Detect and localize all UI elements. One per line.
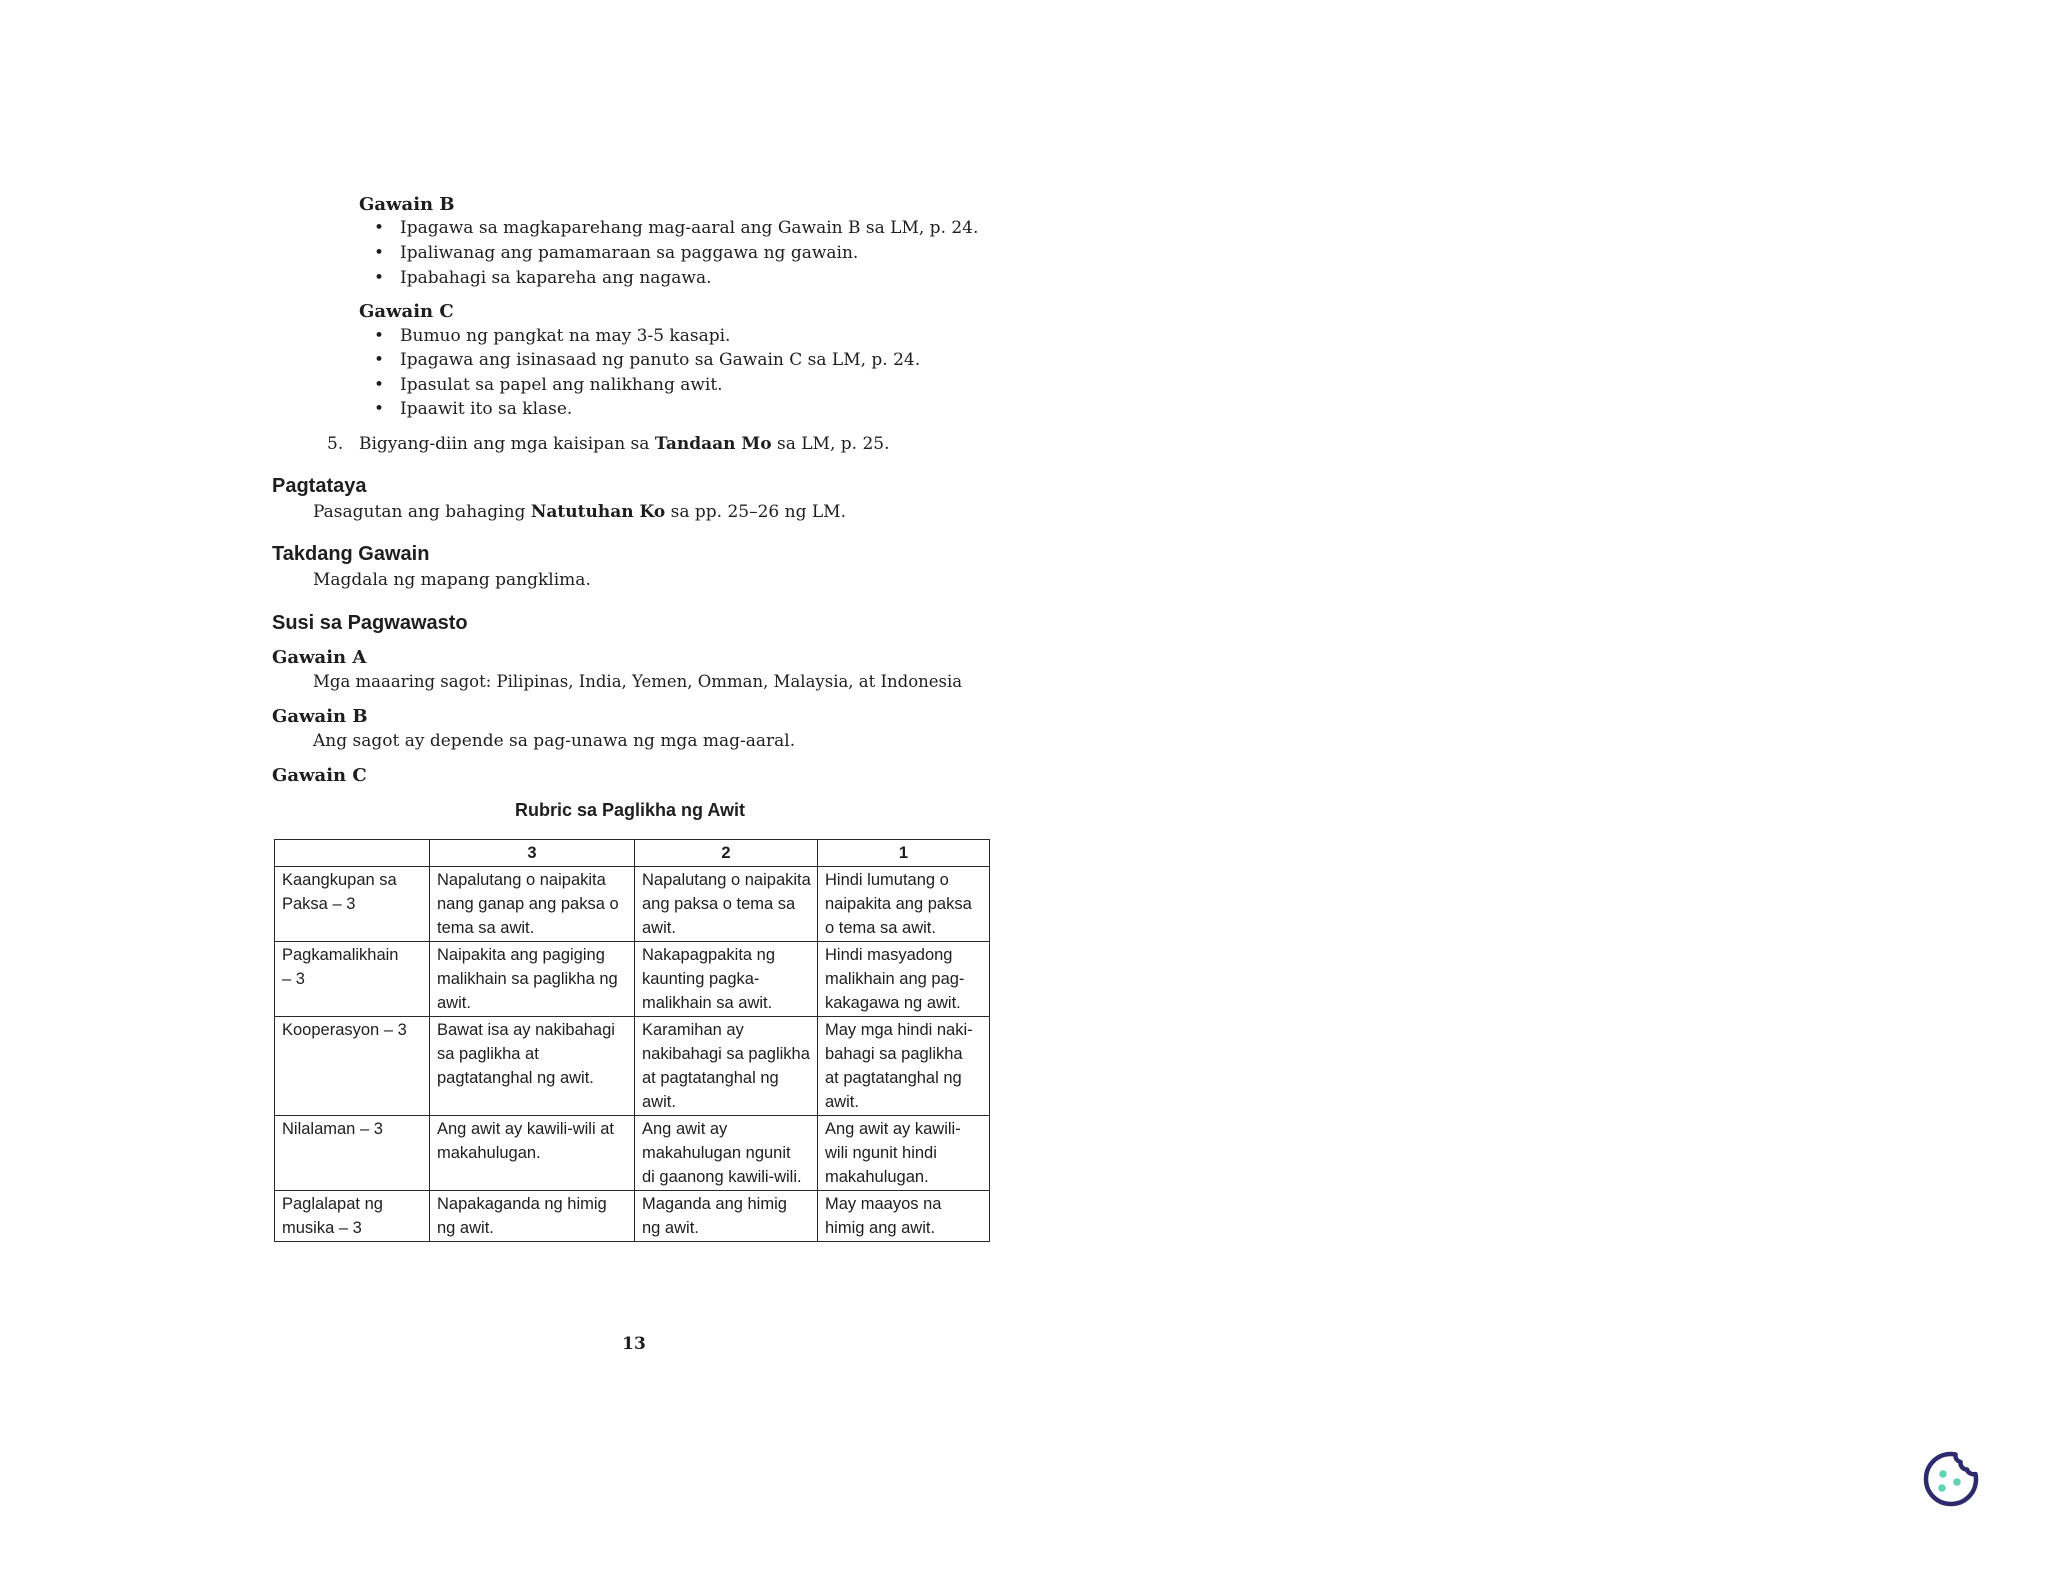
pagtataya-heading: Pagtataya bbox=[272, 475, 367, 497]
step-number: 5. bbox=[327, 434, 344, 454]
rubric-header-row bbox=[275, 840, 990, 867]
list-item: • Ipabahagi sa kapareha ang nagawa. bbox=[400, 268, 712, 288]
gawain-b-heading: Gawain B bbox=[359, 194, 455, 215]
list-item: • Ipaawit ito sa klase. bbox=[400, 399, 572, 419]
rubric-cell: Maganda ang himig ng awit. bbox=[635, 1191, 818, 1242]
step-5-text-start: Bigyang-diin ang mga kaisipan sa bbox=[359, 434, 655, 454]
rubric-cell: Napalutang o naipakita nang ganap ang paksa o tema sa awit. bbox=[430, 867, 635, 942]
rubric-cell: Bawat isa ay nakibahagi sa paglikha at pagtatanghal ng awit. bbox=[430, 1017, 635, 1116]
list-item: • Bumuo ng pangkat na may 3-5 kasapi. bbox=[400, 326, 730, 346]
rubric-title: Rubric sa Paglikha ng Awit bbox=[514, 800, 746, 820]
rubric-criterion-cell: Kooperasyon – 3 bbox=[275, 1017, 430, 1116]
rubric-cell: Napakaganda ng himig ng awit. bbox=[430, 1191, 635, 1242]
takdang-gawain-text: Magdala ng mapang pangklima. bbox=[313, 570, 591, 590]
rubric-criterion-cell: Kaangkupan sa Paksa – 3 bbox=[275, 867, 430, 942]
pagtataya-text-start: Pasagutan ang bahaging bbox=[313, 502, 531, 522]
table-row bbox=[275, 867, 990, 942]
list-item: • Ipagawa ang isinasaad ng panuto sa Gawain C sa LM, p. 24. bbox=[400, 350, 920, 370]
list-item: • Ipasulat sa papel ang nalikhang awit. bbox=[400, 375, 723, 395]
page-number: 13 bbox=[622, 1334, 646, 1354]
rubric-cell: Ang awit ay makahulugan ngunit di gaanong kawili-wili. bbox=[635, 1116, 818, 1191]
table-row bbox=[275, 942, 990, 1017]
rubric-header-cell: 2 bbox=[635, 840, 818, 867]
rubric-cell: May maayos na himig ang awit. bbox=[818, 1191, 990, 1242]
gawain-c-heading: Gawain C bbox=[359, 301, 454, 322]
table-row bbox=[275, 1017, 990, 1116]
table-row bbox=[275, 1191, 990, 1242]
list-item: • Ipagawa sa magkaparehang mag-aaral ang Gawain B sa LM, p. 24. bbox=[400, 218, 978, 238]
cookie-settings-button[interactable] bbox=[1921, 1450, 1981, 1510]
cookie-icon bbox=[1921, 1450, 1981, 1510]
susi-gawain-c-heading: Gawain C bbox=[272, 765, 367, 786]
susi-gawain-b-heading: Gawain B bbox=[272, 706, 368, 727]
list-item: • Ipaliwanag ang pamamaraan sa paggawa ng gawain. bbox=[400, 243, 858, 263]
rubric-cell: May mga hindi naki- bahagi sa paglikha at pagtatanghal ng awit. bbox=[818, 1017, 990, 1116]
rubric-criterion-cell: Paglalapat ng musika – 3 bbox=[275, 1191, 430, 1242]
rubric-cell: Ang awit ay kawili-wili at makahulugan. bbox=[430, 1116, 635, 1191]
rubric-header-cell: 3 bbox=[430, 840, 635, 867]
rubric-header-cell bbox=[275, 840, 430, 867]
rubric-cell: Ang awit ay kawili- wili ngunit hindi makahulugan. bbox=[818, 1116, 990, 1191]
rubric-cell: Naipakita ang pagiging malikhain sa paglikha ng awit. bbox=[430, 942, 635, 1017]
susi-heading: Susi sa Pagwawasto bbox=[272, 612, 468, 634]
step-5-bold: Tandaan Mo bbox=[654, 434, 772, 454]
step-5-text-end: sa LM, p. 25. bbox=[771, 434, 890, 454]
rubric-table bbox=[274, 839, 990, 1242]
rubric-cell: Hindi masyadong malikhain ang pag- kakagawa ng awit. bbox=[818, 942, 990, 1017]
rubric-criterion-cell: Nilalaman – 3 bbox=[275, 1116, 430, 1191]
rubric-criterion-cell: Pagkamalikhain – 3 bbox=[275, 942, 430, 1017]
rubric-cell: Karamihan ay nakibahagi sa paglikha at pagtatanghal ng awit. bbox=[635, 1017, 818, 1116]
susi-gawain-b-text: Ang sagot ay depende sa pag-unawa ng mga mag-aaral. bbox=[313, 731, 796, 751]
table-row bbox=[275, 1116, 990, 1191]
susi-gawain-a-text: Mga maaaring sagot: Pilipinas, India, Yemen, Omman, Malaysia, at Indonesia bbox=[313, 672, 963, 691]
rubric-header-cell: 1 bbox=[818, 840, 990, 867]
rubric-cell: Nakapagpakita ng kaunting pagka- malikhain sa awit. bbox=[635, 942, 818, 1017]
step-5-text bbox=[359, 434, 890, 454]
susi-gawain-a-heading: Gawain A bbox=[272, 647, 367, 668]
pagtataya-bold: Natutuhan Ko bbox=[530, 502, 666, 522]
rubric-cell: Hindi lumutang o naipakita ang paksa o tema sa awit. bbox=[818, 867, 990, 942]
pagtataya-text-end: sa pp. 25–26 ng LM. bbox=[665, 502, 846, 522]
rubric-cell: Napalutang o naipakita ang paksa o tema sa awit. bbox=[635, 867, 818, 942]
pagtataya-text bbox=[313, 502, 846, 522]
takdang-gawain-heading: Takdang Gawain bbox=[272, 543, 430, 565]
